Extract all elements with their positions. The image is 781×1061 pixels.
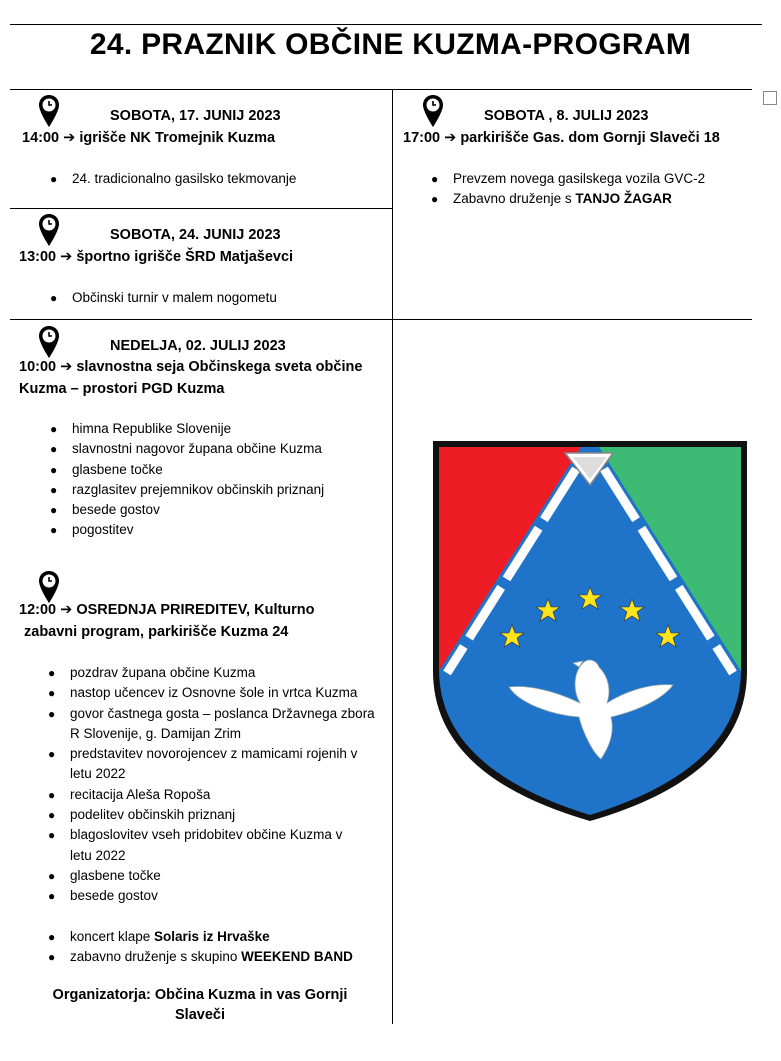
event-5-list <box>431 169 706 210</box>
list-item-continuation: letu 2022 <box>70 766 126 782</box>
top-rule <box>10 24 762 25</box>
event-2-time-place <box>19 246 384 268</box>
event-4-extra-list <box>48 927 353 968</box>
event-3-time: 10:00 <box>19 359 57 375</box>
event-4-list <box>48 663 375 907</box>
event-3-date: NEDELJA, 02. JULIJ 2023 <box>110 338 286 354</box>
event-5-time: 17:00 <box>403 130 441 146</box>
list-item: ● koncert klape Solaris iz Hrvaške <box>48 929 270 944</box>
list-item: ● govor častnega gosta – poslanca Državnega zbora <box>48 705 375 721</box>
list-item: ● blagoslovitev vseh pridobitev občine Kuzma v <box>48 827 343 843</box>
arrow-icon: ➔ <box>444 130 457 146</box>
coat-of-arms-emblem <box>433 441 747 821</box>
list-item: ● razglasitev prejemnikov občinskih priznanj <box>50 481 325 497</box>
list-item-continuation: R Slovenije, g. Damijan Zrim <box>70 725 242 741</box>
list-item: ● slavnostni nagovor župana občine Kuzma <box>50 441 322 457</box>
list-item: ● besede gostov <box>50 502 160 518</box>
location-pin-icon <box>38 325 60 359</box>
event-3-place-line-1: slavnostna seja Občinskega sveta občine <box>76 359 363 375</box>
list-item: ● himna Republike Slovenije <box>50 421 232 436</box>
list-item: ● besede gostov <box>48 888 158 904</box>
list-item: ● Prevzem novega gasilskega vozila GVC-2 <box>431 171 706 186</box>
event-2-time: 13:00 <box>19 249 57 265</box>
arrow-icon: ➔ <box>63 130 76 146</box>
event-2-list <box>50 288 277 308</box>
list-item: ● Zabavno druženje s TANJO ŽAGAR <box>431 191 672 207</box>
arrow-icon: ➔ <box>60 602 73 618</box>
event-5-place: parkirišče Gas. dom Gornji Slaveči 18 <box>460 130 720 146</box>
location-pin-icon <box>422 94 444 128</box>
row-divider-2 <box>10 319 752 320</box>
table-top-border <box>10 89 752 90</box>
event-4-time-place <box>19 599 389 643</box>
event-4-place-line-1: OSREDNJA PRIREDITEV, Kulturno <box>76 602 315 618</box>
organizers <box>20 985 380 1025</box>
event-1-list <box>50 169 297 189</box>
list-item: ● glasbene točke <box>48 867 161 883</box>
list-item: ● pogostitev <box>50 522 134 538</box>
arrow-icon: ➔ <box>60 249 73 265</box>
list-item: ● glasbene točke <box>50 461 163 477</box>
list-item-continuation: letu 2022 <box>70 847 126 863</box>
event-2-date: SOBOTA, 24. JUNIJ 2023 <box>110 227 281 243</box>
event-4-time: 12:00 <box>19 602 57 618</box>
list-item: ● nastop učencev iz Osnovne šole in vrtca Kuzma <box>48 685 358 701</box>
list-item: ● recitacija Aleša Ropoša <box>48 786 211 802</box>
event-3-list <box>50 419 325 541</box>
event-1-time: 14:00 <box>22 130 60 146</box>
list-item: ● Občinski turnir v malem nogometu <box>50 290 277 305</box>
list-item: ● zabavno druženje s skupino WEEKEND BAND <box>48 949 353 965</box>
page-title: 24. PRAZNIK OBČINE KUZMA-PROGRAM <box>89 28 692 61</box>
event-3-place-line-2: Kuzma – prostori PGD Kuzma <box>19 381 225 397</box>
organizers-line-1: Organizatorja: Občina Kuzma in vas Gornji <box>52 987 348 1003</box>
event-4-place-line-2: zabavni program, parkirišče Kuzma 24 <box>24 624 289 640</box>
event-5-time-place <box>403 127 763 149</box>
list-item: ● 24. tradicionalno gasilsko tekmovanje <box>50 171 297 186</box>
list-item: ● podelitev občinskih priznanj <box>48 807 236 823</box>
arrow-icon: ➔ <box>60 359 73 375</box>
location-pin-icon <box>38 213 60 247</box>
organizers-line-2: Slaveči <box>175 1007 225 1023</box>
event-3-time-place <box>19 356 389 400</box>
location-pin-icon <box>38 94 60 128</box>
event-2-place: športno igrišče ŠRD Matjaševci <box>76 249 294 265</box>
column-divider <box>392 89 393 1024</box>
checkbox-icon[interactable] <box>763 91 777 105</box>
list-item: ● pozdrav župana občine Kuzma <box>48 665 256 680</box>
event-1-date: SOBOTA, 17. JUNIJ 2023 <box>110 108 281 124</box>
event-5-date: SOBOTA , 8. JULIJ 2023 <box>484 108 649 124</box>
list-item: ● predstavitev novorojencev z mamicami rojenih v <box>48 746 358 762</box>
row-divider-1 <box>10 208 392 209</box>
event-1-time-place <box>22 127 382 149</box>
event-1-place: igrišče NK Tromejnik Kuzma <box>79 130 276 146</box>
